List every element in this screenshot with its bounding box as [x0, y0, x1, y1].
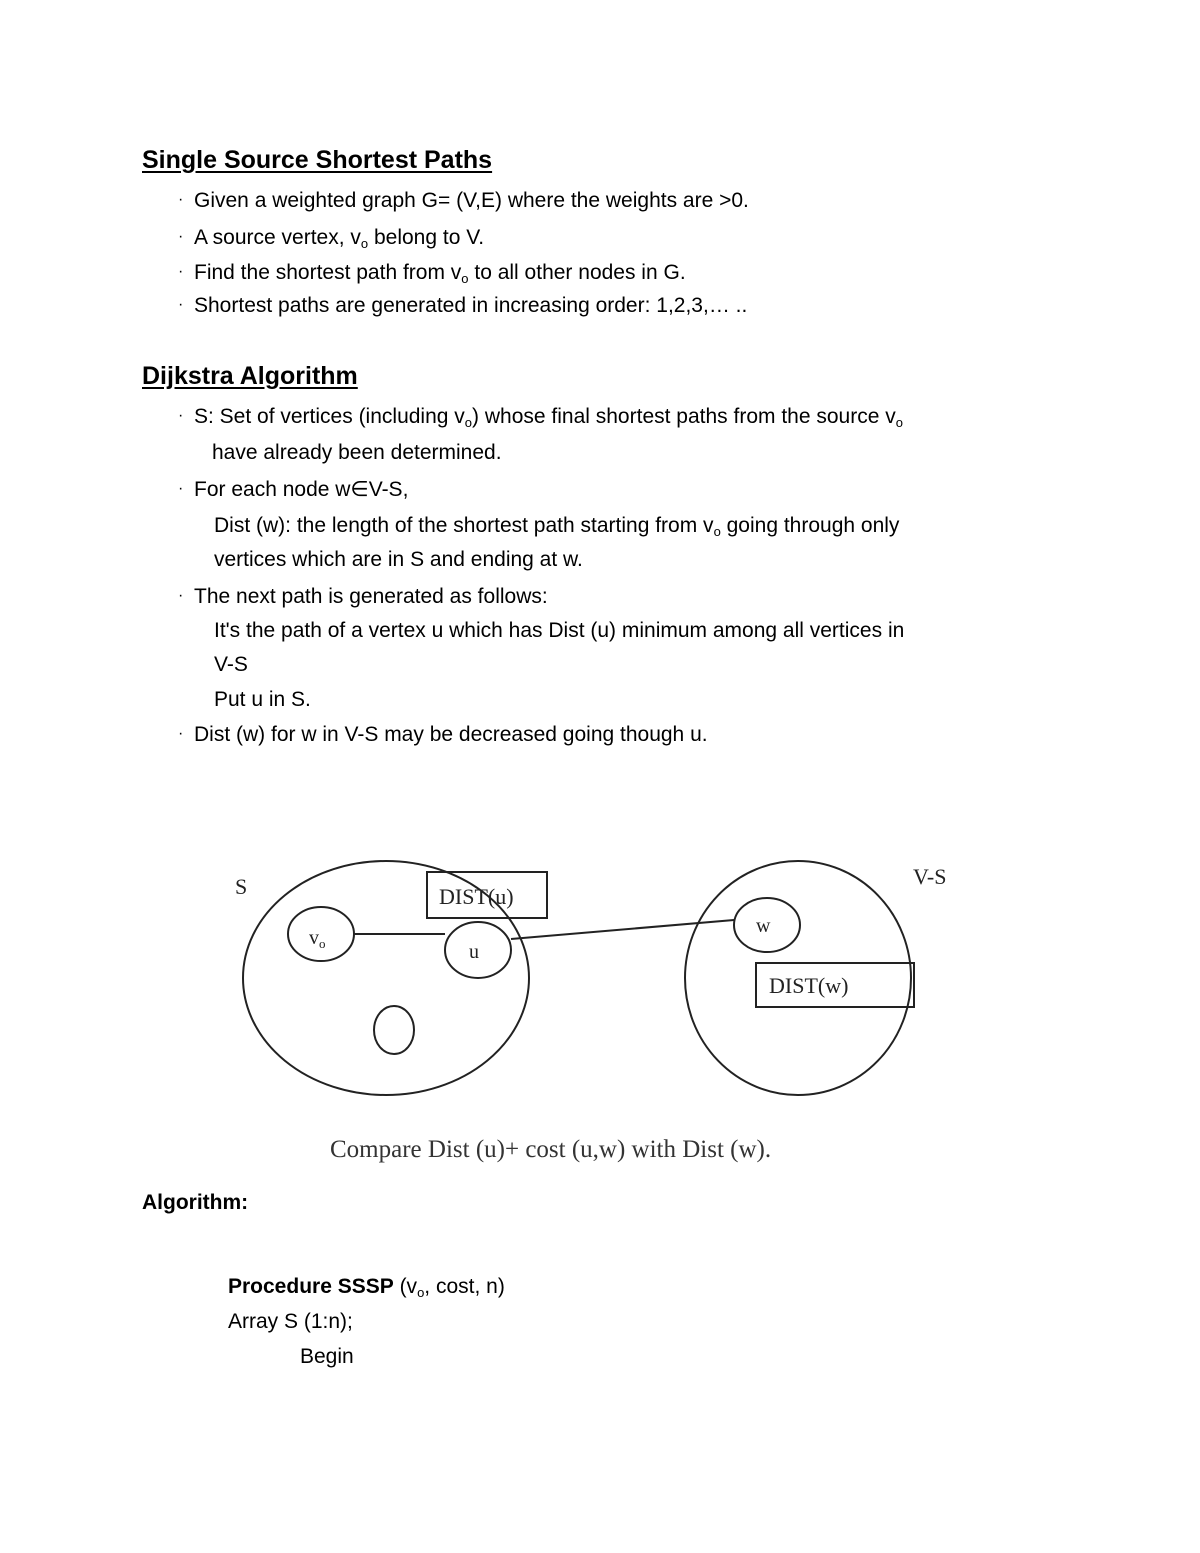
section-title-sssp: Single Source Shortest Paths	[142, 146, 493, 174]
bullet-text: Shortest paths are generated in increasing order: 1,2,3,… ..	[194, 294, 748, 317]
bullet-text: belong to V.	[368, 226, 485, 249]
line-text: going through only	[720, 514, 900, 537]
indented-line: Put u in S.	[214, 688, 311, 711]
bullet-text: A source vertex, v	[194, 226, 361, 249]
bullet-text: Find the shortest path from v	[194, 261, 462, 284]
code-line-array: Array S (1:n);	[228, 1310, 353, 1333]
node-v0-circle	[288, 907, 354, 961]
bullet-icon: ·	[178, 296, 184, 313]
label-vs: V-S	[913, 864, 947, 889]
subscript: o	[461, 271, 469, 286]
bullet-text: Given a weighted graph G= (V,E) where the weights are >0.	[194, 189, 749, 212]
bullet-icon: ·	[178, 407, 184, 424]
bullet-text: For each node w∈V-S,	[194, 478, 409, 501]
code-text: (v	[393, 1275, 418, 1298]
bullet-item	[178, 226, 485, 251]
bullet-text: S: Set of vertices (including v	[194, 405, 465, 428]
dist-u-label: DIST(u)	[439, 884, 514, 909]
bullet-text: The next path is generated as follows:	[194, 585, 548, 608]
bullet-item	[178, 405, 903, 430]
node-v0-label: $v_o$	[309, 927, 326, 951]
line-text: Dist (w): the length of the shortest path starting from v	[214, 514, 714, 537]
bullet-icon: ·	[178, 263, 184, 280]
bullet-icon: ·	[178, 480, 184, 497]
node-u-label: u	[469, 941, 479, 963]
bullet-icon: ·	[178, 191, 184, 208]
code-text: , cost, n)	[424, 1275, 505, 1298]
sets-diagram	[225, 850, 985, 1170]
code-line-procedure	[228, 1275, 505, 1299]
bullet-text: Dist (w) for w in V-S may be decreased going though u.	[194, 723, 708, 746]
subscript: o	[713, 524, 721, 539]
subscript: o	[360, 236, 369, 251]
indented-line: vertices which are in S and ending at w.	[214, 548, 583, 571]
node-w-label: w	[756, 915, 771, 937]
indented-line: It's the path of a vertex u which has Dist (u) minimum among all vertices in	[214, 619, 905, 642]
bullet-item	[178, 479, 408, 500]
section-title-dijkstra: Dijkstra Algorithm	[142, 362, 358, 390]
bullet-icon: ·	[178, 725, 184, 742]
bullet-text: ) whose final shortest paths from the source v	[472, 405, 896, 428]
subscript: o	[895, 415, 903, 430]
indented-line: V-S	[214, 653, 248, 676]
label-s: S	[235, 874, 248, 899]
subscript: o	[464, 415, 473, 430]
indented-line	[214, 514, 900, 539]
code-line-begin: Begin	[300, 1345, 354, 1368]
bullet-item	[178, 724, 708, 745]
algorithm-heading: Algorithm:	[142, 1191, 249, 1214]
bullet-icon: ·	[178, 228, 184, 245]
bullet-text: to all other nodes in G.	[468, 261, 686, 284]
diagram-caption: Compare Dist (u)+ cost (u,w) with Dist (w).	[330, 1136, 772, 1163]
bullet-continuation: have already been determined.	[212, 441, 502, 464]
node-empty-circle	[374, 1006, 414, 1054]
subscript: o	[417, 1285, 425, 1300]
bullet-item	[178, 261, 686, 286]
bullet-item	[178, 586, 548, 607]
dist-w-label: DIST(w)	[769, 973, 849, 998]
bullet-item	[178, 295, 747, 316]
procedure-keyword: Procedure SSSP	[228, 1275, 394, 1298]
edge-u-w	[511, 920, 734, 939]
bullet-item	[178, 190, 749, 211]
bullet-icon: ·	[178, 587, 184, 604]
